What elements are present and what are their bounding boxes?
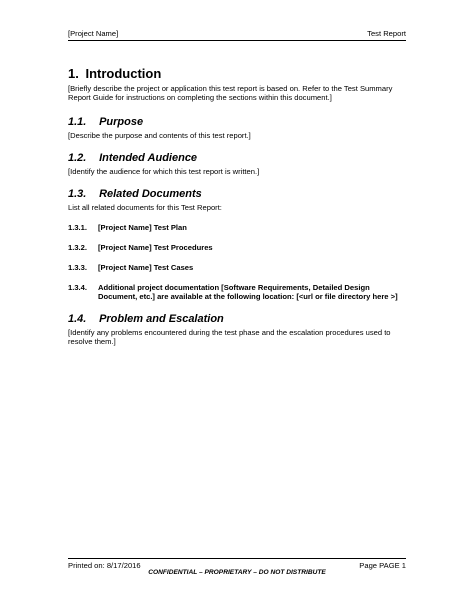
introduction-text: [Briefly describe the project or application this test report is based on. Refer to the Test Summary Report Guide for instructions on completing the sections within this document.] [68,84,393,102]
item-text: Additional project documentation [Software Requirements, Detailed Design Document, etc.] are available at the following location: [<url or file directory here >] [98,283,398,301]
item-number: 1.3.3. [68,263,87,272]
page-header [68,29,406,41]
item-text: [Project Name] Test Plan [98,223,187,232]
item-text: [Project Name] Test Cases [98,263,194,272]
confidential-notice: CONFIDENTIAL – PROPRIETARY – DO NOT DISTRIBUTE [148,569,326,576]
related-documents-text: List all related documents for this Test Report: [68,203,222,212]
item-number: 1.3.1. [68,223,87,232]
item-number: 1.3.2. [68,243,87,252]
heading-title: Intended Audience [99,152,198,164]
heading-number: 1.2. [68,152,87,164]
heading-introduction [68,66,408,81]
problem-escalation-text: [Identify any problems encountered during the test phase and the escalation procedures used to resolve them.] [68,328,391,346]
document-body [68,66,408,346]
purpose-text: [Describe the purpose and contents of this test report.] [68,131,251,140]
heading-title: Introduction [85,66,162,81]
heading-title: Related Documents [99,188,202,200]
heading-title: Purpose [99,116,144,128]
item-text: [Project Name] Test Procedures [98,243,213,252]
heading-problem-escalation [68,313,408,326]
related-document-item [68,263,408,272]
heading-number: 1.3. [68,188,87,200]
related-document-item [68,283,408,301]
footer-page-number: Page PAGE 1 [359,561,406,570]
heading-number: 1.4. [68,313,87,325]
related-document-item [68,243,408,252]
heading-related-documents [68,188,408,201]
heading-number: 1. [68,66,79,81]
heading-title: Problem and Escalation [99,313,224,325]
header-document-type: Test Report [367,29,406,38]
related-document-item [68,223,408,232]
item-number: 1.3.4. [68,283,87,292]
intended-audience-text: [Identify the audience for which this test report is written.] [68,167,260,176]
heading-number: 1.1. [68,116,87,128]
footer-printed-date: Printed on: 8/17/2016 [68,561,141,570]
header-project-name: [Project Name] [68,29,119,38]
heading-purpose [68,116,408,129]
heading-intended-audience [68,152,408,165]
